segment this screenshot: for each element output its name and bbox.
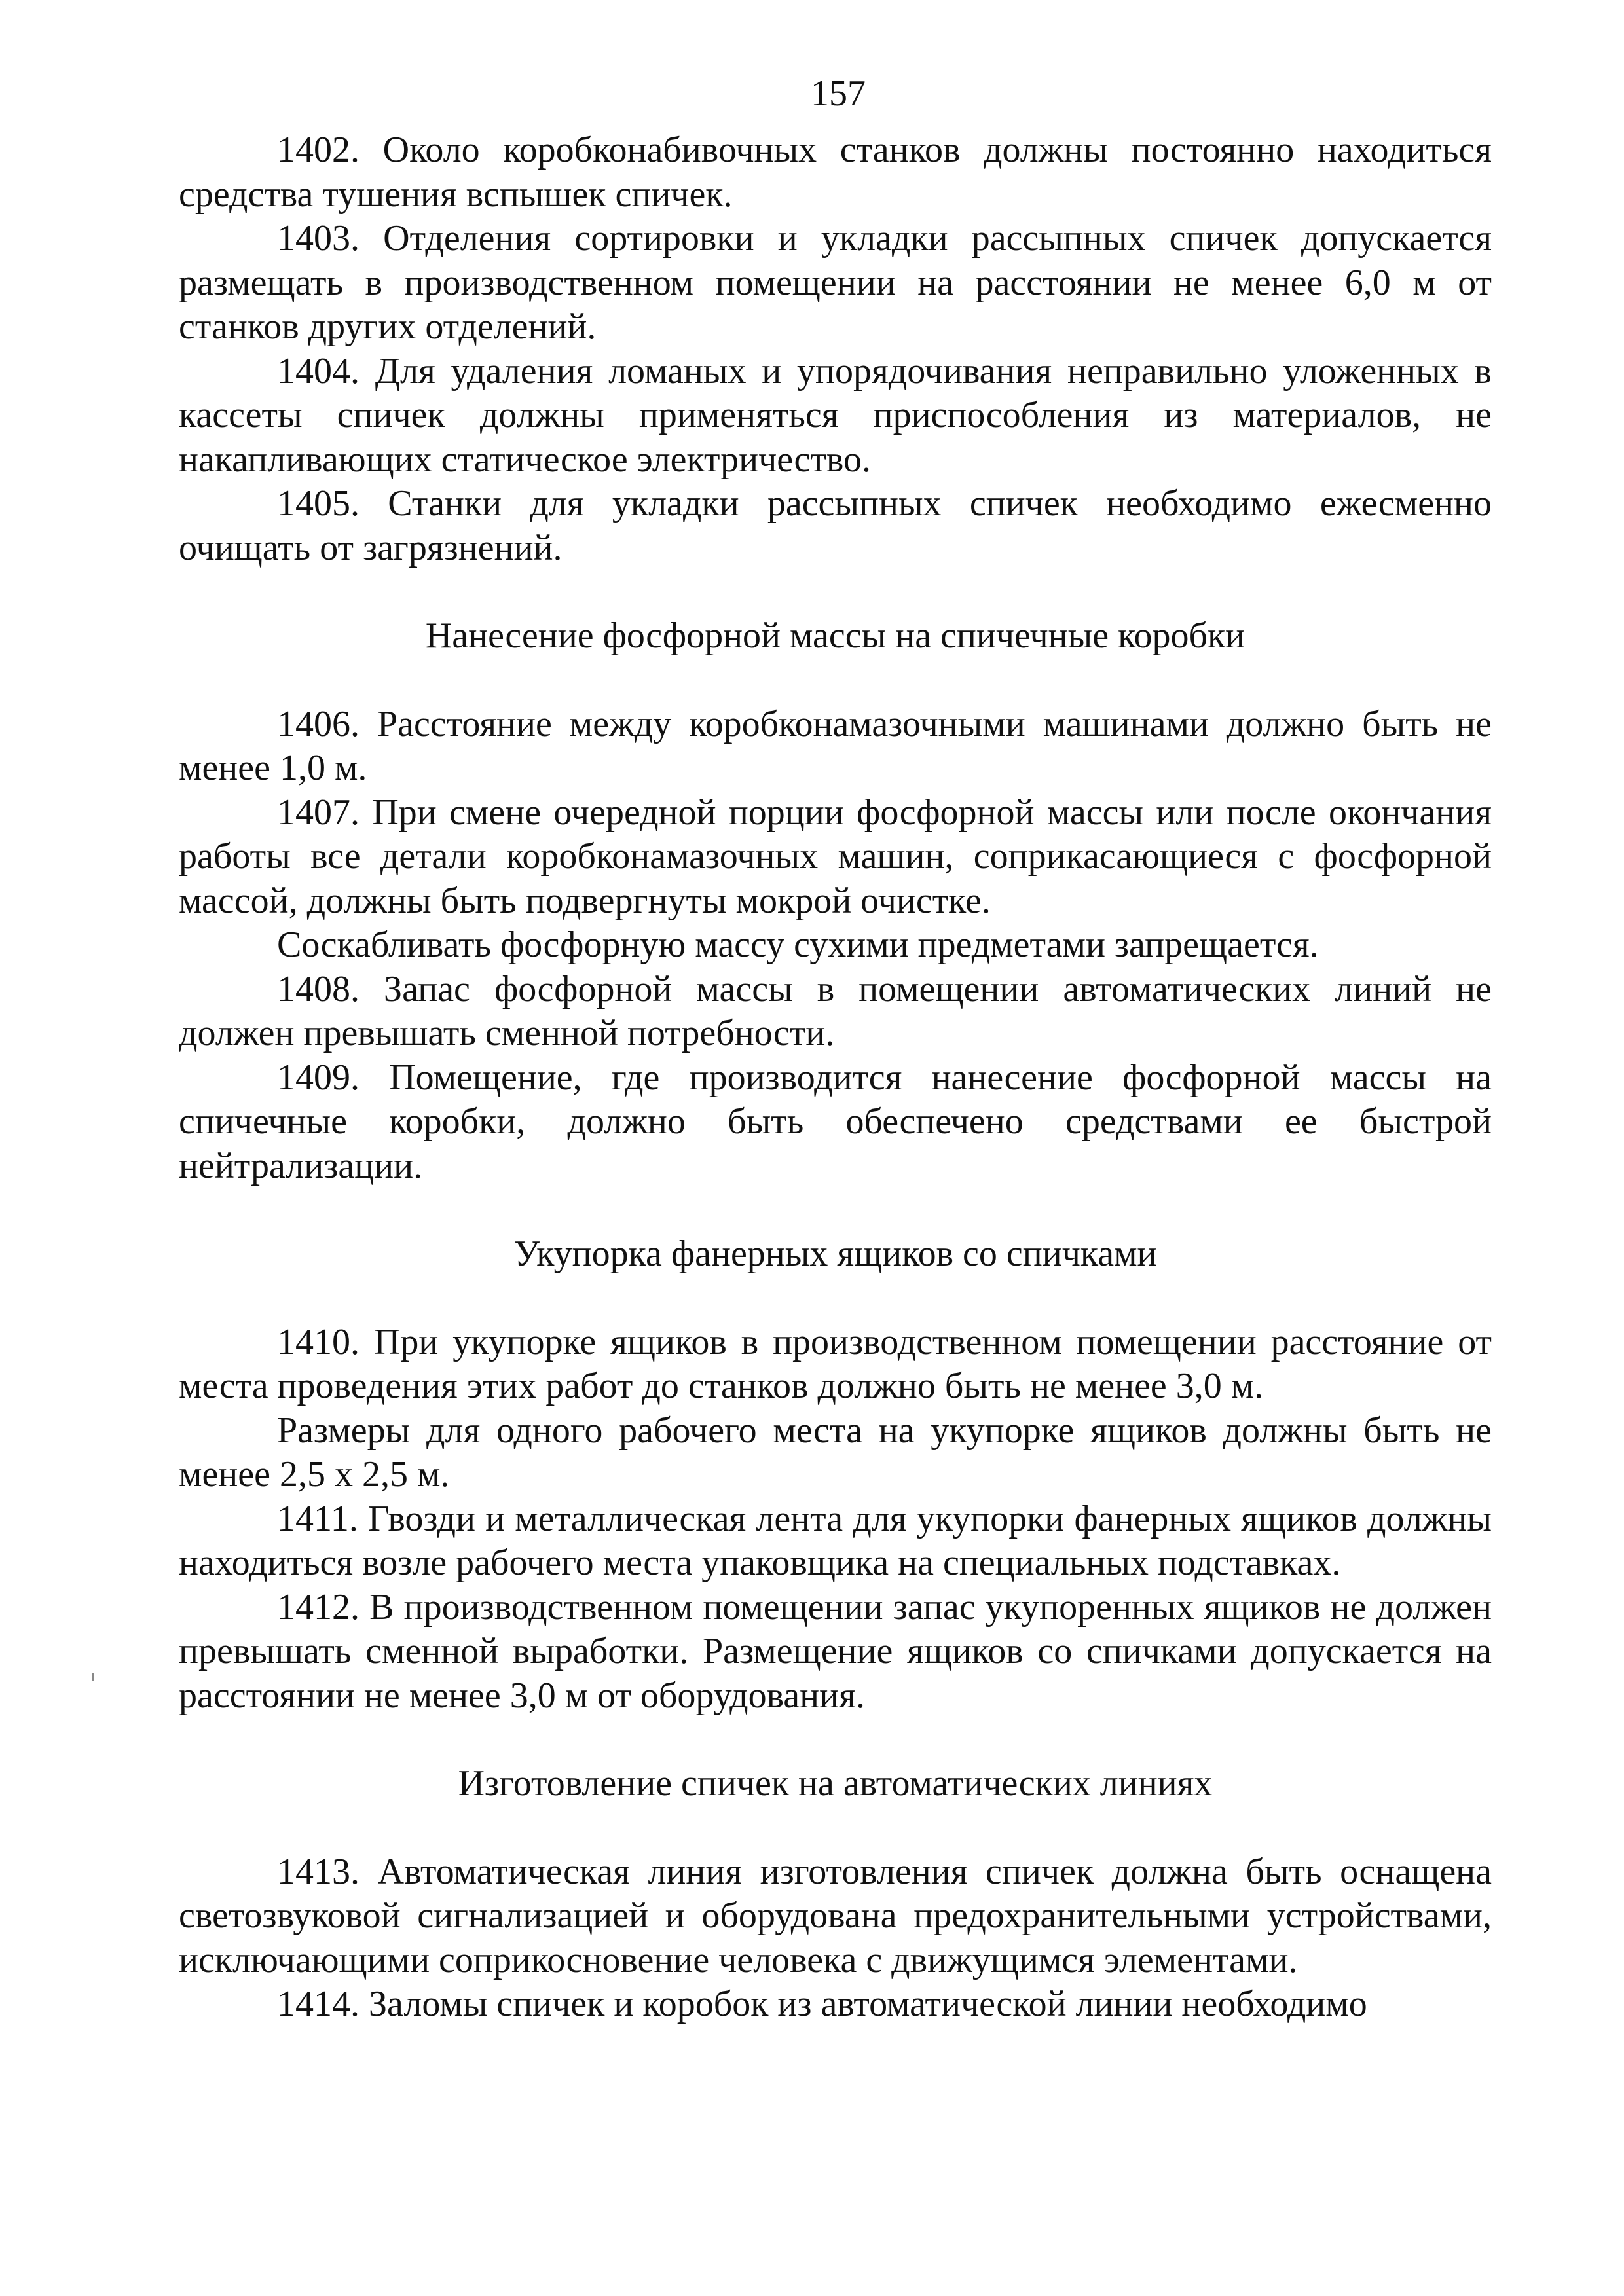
- paragraph-1409: 1409. Помещение, где производится нанесение фосфорной массы на спичечные коробки, должно быть обеспечено средствами ее быстрой нейтрализации.: [179, 1057, 1492, 1186]
- section-heading-packing: Укупорка фанерных ящиков со спичками: [513, 1233, 1157, 1274]
- paragraph-1411: 1411. Гвозди и металлическая лента для укупорки фанерных ящиков должны находиться возле рабочего места упаковщика на специальных подставках.: [179, 1498, 1492, 1583]
- paragraph-1407: 1407. При смене очередной порции фосфорной массы или после окончания работы все детали коробконамазочных машин, соприкасающиеся с фосфорной массой, должны быть подвергнуты мокрой очистке.: [179, 792, 1492, 921]
- paragraph-1407-note: Соскабливать фосфорную массу сухими предметами запрещается.: [277, 924, 1319, 965]
- paragraph-1404: 1404. Для удаления ломаных и упорядочивания неправильно уложенных в кассеты спичек должны применяться приспособления из материалов, не накапливающих статическое электричество.: [179, 350, 1492, 480]
- scan-speck: [92, 1673, 94, 1681]
- section-heading-automatic-lines: Изготовление спичек на автоматических линиях: [458, 1763, 1213, 1804]
- paragraph-1408: 1408. Запас фосфорной массы в помещении автоматических линий не должен превышать сменной потребности.: [179, 968, 1492, 1053]
- section-heading-phosphor: Нанесение фосфорной массы на спичечные коробки: [425, 615, 1246, 656]
- paragraph-1413: 1413. Автоматическая линия изготовления спичек должна быть оснащена светозвуковой сигнализацией и оборудована предохранительными устройствами, исключающими соприкосновение человека с движущимся элементами.: [179, 1851, 1492, 1980]
- document-body: [179, 128, 1492, 2027]
- paragraph-1414: 1414. Заломы спичек и коробок из автоматической линии необходимо: [277, 1984, 1367, 2024]
- paragraph-1402: 1402. Около коробконабивочных станков должны постоянно находиться средства тушения вспышек спичек.: [179, 130, 1492, 215]
- paragraph-1410-note: Размеры для одного рабочего места на укупорке ящиков должны быть не менее 2,5 х 2,5 м.: [179, 1410, 1492, 1495]
- paragraph-1410: 1410. При укупорке ящиков в производственном помещении расстояние от места проведения этих работ до станков должно быть не менее 3,0 м.: [179, 1321, 1492, 1406]
- paragraph-1412: 1412. В производственном помещении запас укупоренных ящиков не должен превышать сменной выработки. Размещение ящиков со спичками допускается на расстоянии не менее 3,0 м от оборудования.: [179, 1586, 1492, 1716]
- page-number: 157: [811, 73, 866, 114]
- paragraph-1406: 1406. Расстояние между коробконамазочными машинами должно быть не менее 1,0 м.: [179, 703, 1492, 788]
- paragraph-1405: 1405. Станки для укладки рассыпных спичек необходимо ежесменно очищать от загрязнений.: [179, 483, 1492, 568]
- paragraph-1403: 1403. Отделения сортировки и укладки рассыпных спичек допускается размещать в производственном помещении на расстоянии не менее 6,0 м от станков других отделений.: [179, 218, 1492, 347]
